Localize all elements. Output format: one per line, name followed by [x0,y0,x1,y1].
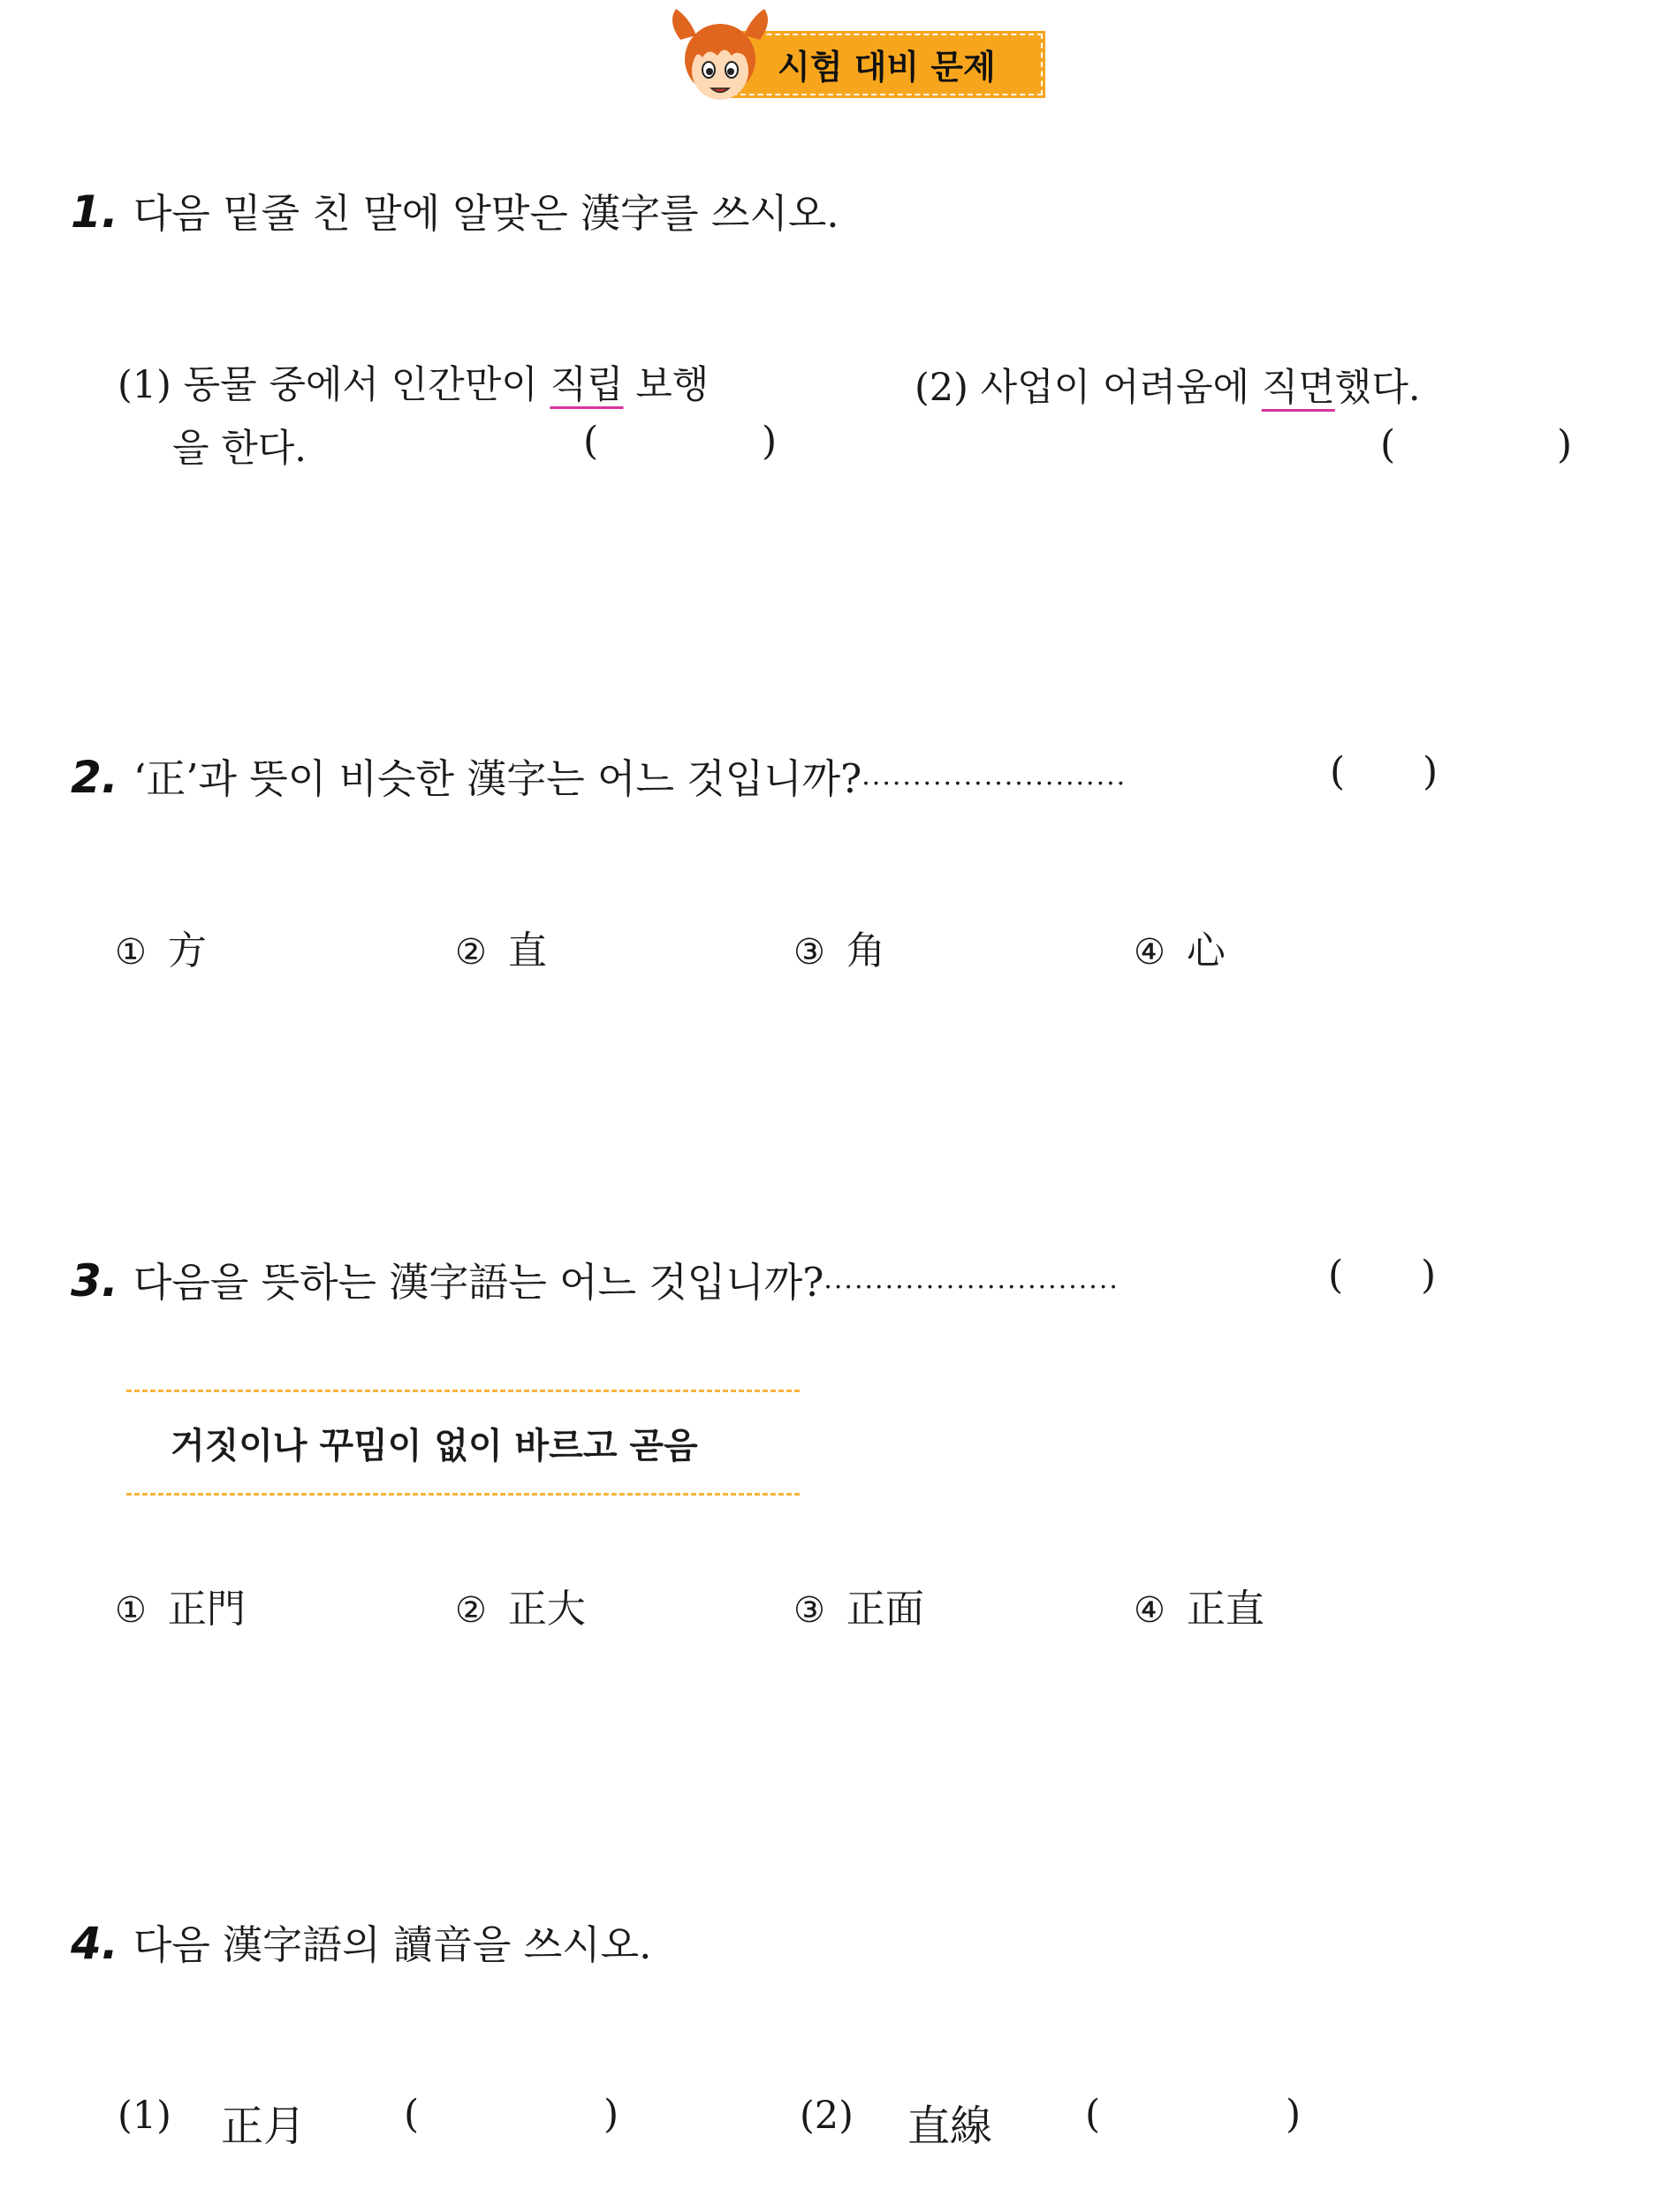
item-text-after: 보행 [623,363,710,407]
choice-mark: ② [455,1590,487,1631]
question-4-heading [71,1913,651,1970]
choice-1[interactable] [115,1577,246,1633]
answer-paren-close: ) [1421,1253,1437,1298]
item-text-before: 사업이 어려움에 [980,366,1262,410]
definition-box-text: 거짓이나 꾸밈이 없이 바르고 곧음 [171,1426,698,1466]
q1-item-1-line2: 을 한다. [172,427,307,471]
question-prompt: 다음 밑줄 친 말에 알맞은 漢字를 쓰시오. [133,190,839,237]
question-prompt: ‘正’과 뜻이 비슷한 漢字는 어느 것입니까? [133,755,862,802]
item-text-after: 했다. [1334,366,1421,410]
answer-paren-open: ( [404,2092,420,2137]
answer-paren-close: ) [1423,749,1438,794]
answer-paren-close: ) [603,2092,619,2137]
underlined-word: 직립 [550,363,624,407]
question-prompt: 다음을 뜻하는 漢字語는 어느 것입니까? [133,1259,824,1306]
answer-paren-open: ( [1328,1253,1344,1298]
q4-item-2-label: (2) [800,2094,854,2138]
choice-3[interactable] [793,919,885,975]
girl-mascot-icon [663,4,778,119]
question-number: 4. [71,1918,118,1969]
question-3-heading [71,1250,1120,1307]
choice-mark: ③ [793,1590,825,1631]
choice-2[interactable] [455,919,547,975]
q4-item-1-label: (1) [118,2094,171,2138]
definition-top-border [126,1390,800,1392]
question-number: 1. [71,186,118,238]
badge-label: 시험 대비 문제 [778,48,996,87]
answer-paren-open: ( [1380,422,1396,467]
choice-text: 正大 [507,1587,586,1632]
q4-item-1-word: 正月 [221,2102,307,2151]
choice-mark: ④ [1134,1590,1165,1631]
choice-text: 直 [507,928,547,973]
question-number: 2. [71,752,118,803]
choice-mark: ④ [1134,932,1165,973]
choice-text: 心 [1186,928,1226,973]
q1-item-2 [915,358,1421,412]
choice-2[interactable] [455,1577,586,1633]
item-text-before: 동물 중에서 인간만이 [183,363,550,407]
item-label: (1) [118,363,171,407]
choice-mark: ③ [793,932,825,973]
question-1-heading [71,181,839,239]
answer-paren-close: ) [762,419,778,464]
definition-bottom-border [126,1493,800,1496]
choice-3[interactable] [793,1577,924,1633]
q1-item-1 [118,355,709,409]
choice-4[interactable] [1134,919,1226,975]
question-2-heading [71,746,1127,804]
choice-mark: ① [115,1590,147,1631]
leader-dots: ····························· [824,1272,1120,1303]
answer-paren-open: ( [1330,749,1346,794]
choice-mark: ① [115,932,147,973]
choice-1[interactable] [115,919,207,975]
answer-paren-open: ( [1085,2092,1101,2137]
choice-text: 正面 [846,1587,924,1632]
choice-4[interactable] [1134,1577,1264,1633]
choice-text: 正門 [167,1587,246,1632]
answer-paren-open: ( [583,419,599,464]
leader-dots: ·························· [862,769,1127,799]
answer-paren-close: ) [1286,2092,1302,2137]
choice-text: 角 [846,928,885,973]
underlined-word: 직면 [1261,366,1335,410]
question-number: 3. [71,1255,118,1307]
answer-paren-close: ) [1557,422,1573,467]
item-label: (2) [915,366,968,410]
question-prompt: 다음 漢字語의 讀音을 쓰시오. [133,1921,652,1968]
choice-mark: ② [455,932,487,973]
q4-item-2-word: 直線 [907,2102,993,2151]
header-badge [689,29,1047,98]
choice-text: 正直 [1186,1587,1264,1632]
choice-text: 方 [167,928,207,973]
